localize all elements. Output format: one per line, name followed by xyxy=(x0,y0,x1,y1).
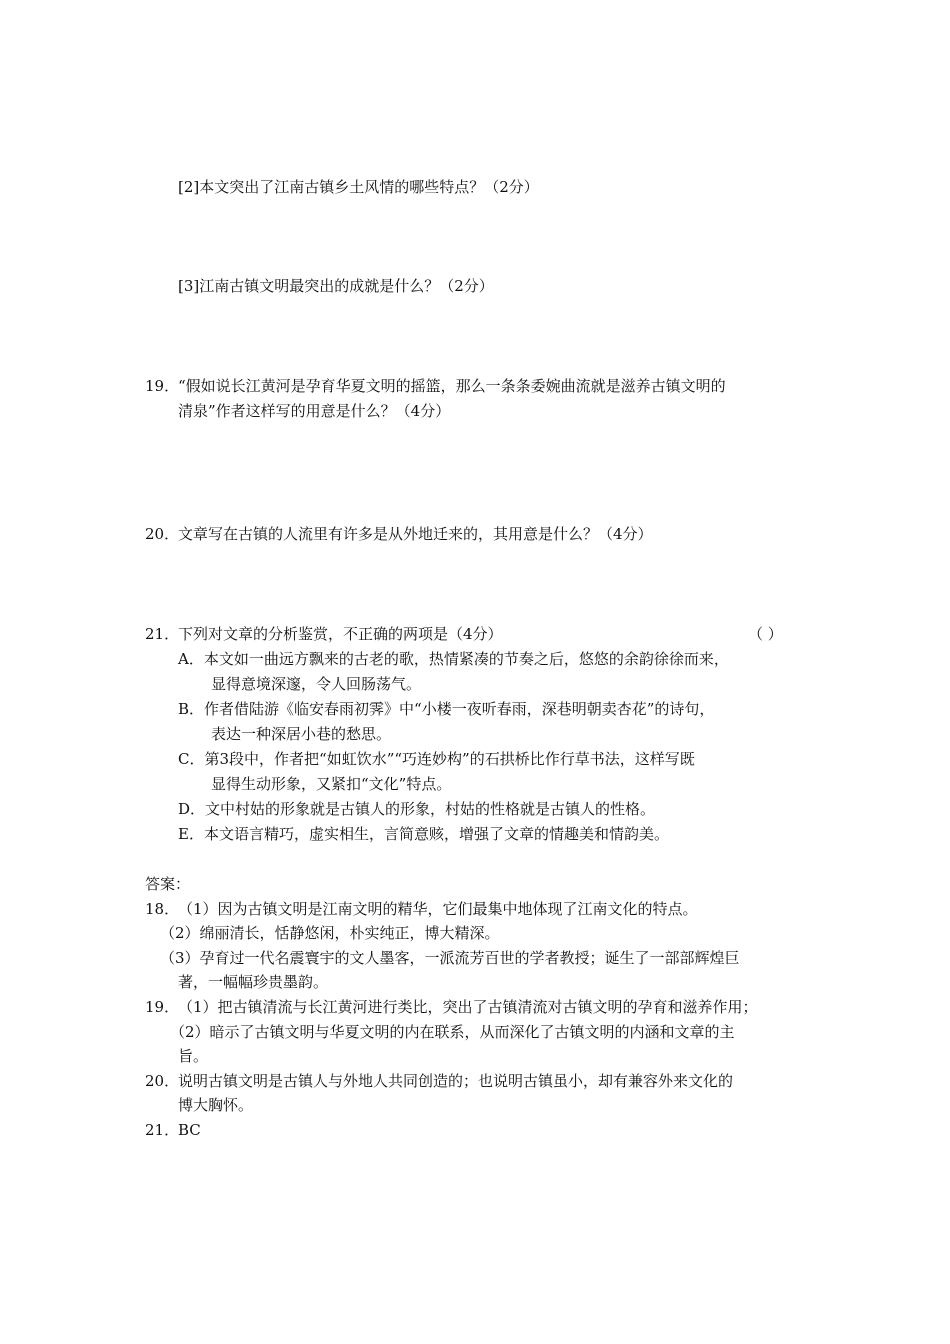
answer-19-part-2-line-2: 旨。 xyxy=(178,1047,209,1065)
question-18-part-3: [3]江南古镇文明最突出的成就是什么？（2分） xyxy=(178,277,494,295)
answer-21-number: 21． xyxy=(145,1121,180,1139)
answer-space-18-2 xyxy=(180,200,780,270)
answer-18-part-2: （2）绵丽清长，恬静悠闲，朴实纯正，博大精深。 xyxy=(160,924,500,942)
question-20-text: 文章写在古镇的人流里有许多是从外地迁来的，其用意是什么？（4分） xyxy=(178,525,653,543)
question-19-line-1: “假如说长江黄河是孕育华夏文明的摇篮，那么一条条委婉曲流就是滋养古镇文明的 xyxy=(178,377,726,395)
option-a-line-1: A．本文如一曲远方飘来的古老的歌，热情紧凑的节奏之后，悠悠的余韵徐徐而来， xyxy=(178,650,729,668)
question-19-number: 19． xyxy=(145,377,180,395)
option-a-line-2: 显得意境深邃，令人回肠荡气。 xyxy=(211,675,422,693)
answer-19-number: 19． xyxy=(145,998,180,1016)
option-b-line-2: 表达一种深居小巷的愁思。 xyxy=(211,725,392,743)
question-21-text: 下列对文章的分析鉴赏，不正确的两项是（4分） xyxy=(178,625,503,643)
answer-space-19 xyxy=(180,425,780,520)
answer-20-number: 20． xyxy=(145,1072,180,1090)
answer-19-part-1: （1）把古镇清流与长江黄河进行类比，突出了古镇清流对古镇文明的孕育和滋养作用； xyxy=(178,998,758,1016)
question-21-answer-bracket: （ ） xyxy=(748,625,783,643)
answer-space-20 xyxy=(180,548,780,618)
answer-18-part-3-line-2: 著，一幅幅珍贵墨韵。 xyxy=(178,973,329,991)
answers-heading: 答案： xyxy=(145,875,191,893)
question-20-number: 20． xyxy=(145,525,180,543)
question-19-line-2: 清泉”作者这样写的用意是什么？（4分） xyxy=(178,402,451,420)
option-b-line-1: B．作者借陆游《临安春雨初霁》中“小楼一夜听春雨，深巷明朝卖杏花”的诗句， xyxy=(178,700,715,718)
answer-space-18-3 xyxy=(180,300,780,370)
answer-20-line-1: 说明古镇文明是古镇人与外地人共同创造的；也说明古镇虽小，却有兼容外来文化的 xyxy=(178,1072,734,1090)
answer-18-number: 18． xyxy=(145,900,180,918)
answer-19-part-2-line-1: （2）暗示了古镇文明与华夏文明的内在联系，从而深化了古镇文明的内涵和文章的主 xyxy=(170,1023,735,1041)
answer-20-line-2: 博大胸怀。 xyxy=(178,1096,254,1114)
answer-21-value: BC xyxy=(178,1121,201,1139)
answer-18-part-3-line-1: （3）孕育过一代名震寰宇的文人墨客，一派流芳百世的学者教授；诞生了一部部辉煌巨 xyxy=(160,949,740,967)
option-e: E．本文语言精巧，虚实相生，言简意赅，增强了文章的情趣美和情韵美。 xyxy=(178,825,669,843)
question-18-part-2: [2]本文突出了江南古镇乡土风情的哪些特点？（2分） xyxy=(178,178,539,196)
option-d: D．文中村姑的形象就是古镇人的形象，村姑的性格就是古镇人的性格。 xyxy=(178,800,656,818)
answer-18-part-1: （1）因为古镇文明是江南文明的精华，它们最集中地体现了江南文化的特点。 xyxy=(178,900,698,918)
option-c-line-2: 显得生动形象，又紧扣“文化”特点。 xyxy=(211,775,452,793)
option-c-line-1: C．第3段中，作者把“如虹饮水”“巧连妙构”的石拱桥比作行草书法，这样写既 xyxy=(178,750,695,768)
question-21-number: 21． xyxy=(145,625,180,643)
